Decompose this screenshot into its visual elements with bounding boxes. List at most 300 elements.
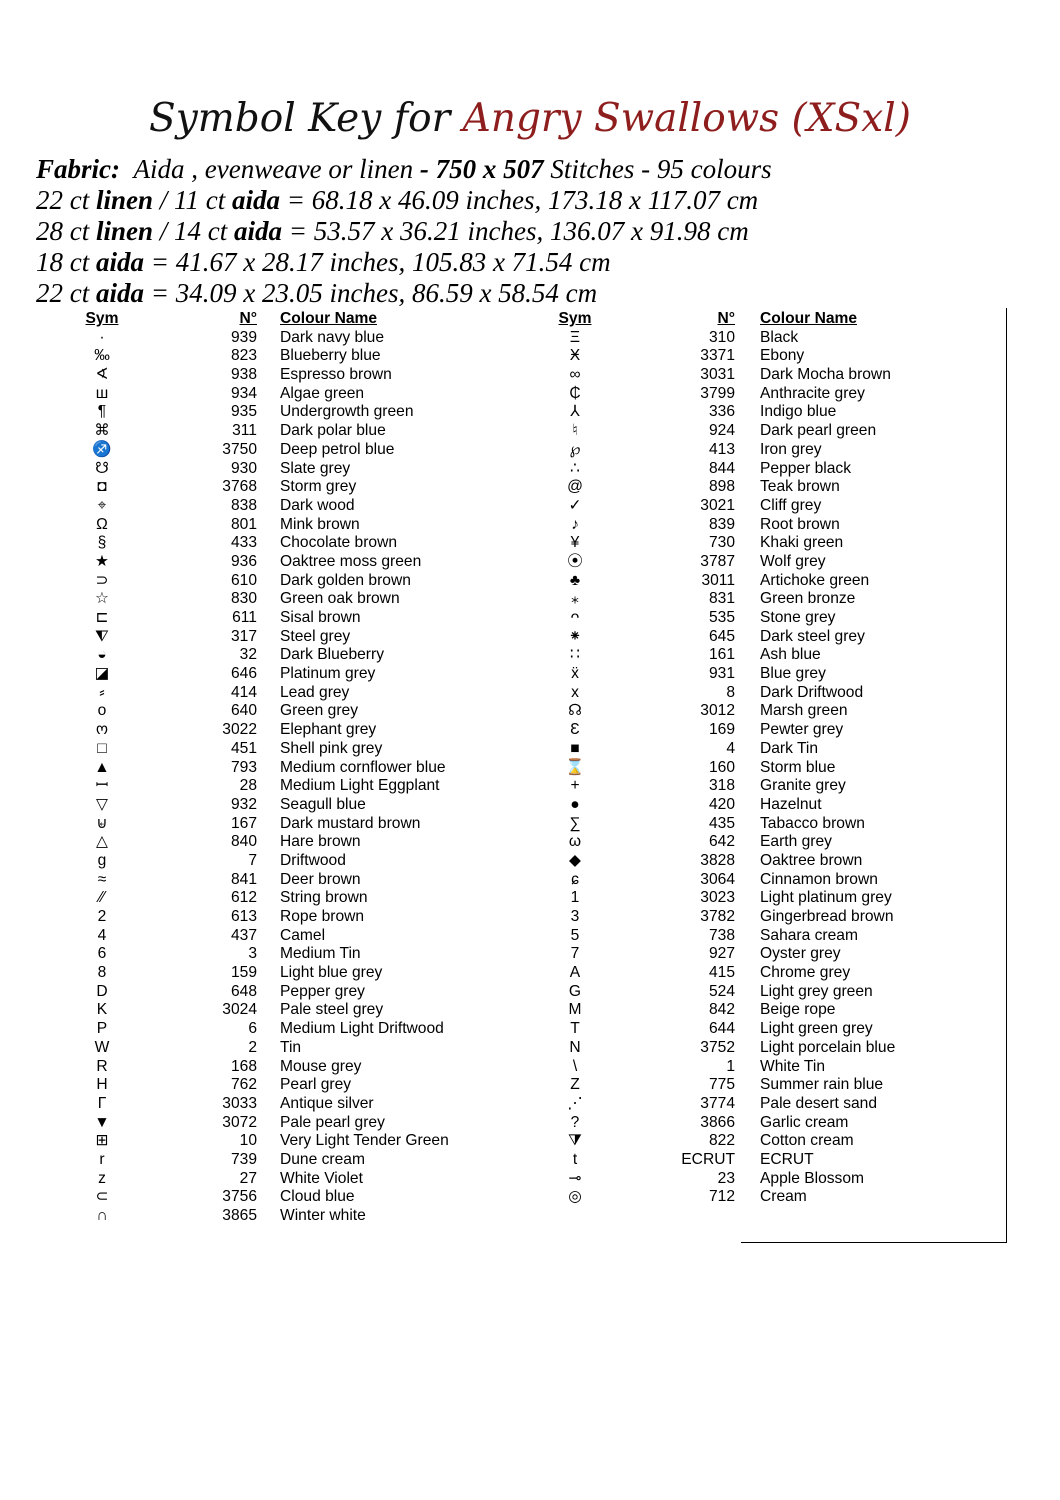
number-cell: 831: [708, 590, 735, 608]
symbol-cell: ẍ: [571, 665, 579, 683]
table-row: [72, 441, 492, 460]
number-cell: 3: [248, 945, 257, 963]
symbol-cell: ⧨: [95, 627, 109, 645]
fabric-types: Aida , evenweave or linen: [133, 154, 414, 184]
header-number: N°: [717, 310, 735, 327]
number-cell: 645: [708, 627, 735, 645]
table-row: [545, 1039, 1005, 1058]
symbol-cell: @: [567, 478, 583, 496]
table-row: [72, 1020, 492, 1039]
colour-name-cell: Ebony: [760, 347, 805, 365]
colour-name-cell: Dark Driftwood: [760, 683, 864, 701]
table-row: [72, 1001, 492, 1020]
colour-name-cell: Oyster grey: [760, 945, 841, 963]
number-cell: 3787: [700, 552, 735, 570]
table-row: [545, 759, 1005, 778]
symbol-cell: 6: [97, 945, 107, 963]
table-row: [72, 1095, 492, 1114]
table-row: [545, 721, 1005, 740]
table-row: [72, 497, 492, 516]
colour-name-cell: Cotton cream: [760, 1132, 854, 1150]
table-row: [545, 983, 1005, 1002]
number-cell: 7: [248, 851, 257, 869]
colour-name-cell: Marsh green: [760, 702, 848, 720]
symbol-cell: 3: [570, 908, 580, 925]
number-cell: 535: [708, 609, 735, 626]
table-row: [545, 1076, 1005, 1095]
table-row: [72, 646, 492, 665]
number-cell: 640: [230, 702, 257, 720]
colour-name-cell: Cloud blue: [280, 1188, 355, 1206]
number-cell: 646: [230, 665, 257, 683]
symbol-cell: ꟷ: [95, 777, 109, 795]
pattern-name: Angry Swallows (XSxl): [462, 96, 911, 141]
symbol-cell: Ξ: [569, 328, 581, 346]
symbol-cell: ∑: [569, 814, 581, 832]
table-row: [545, 609, 1005, 628]
number-cell: ECRUT: [681, 1150, 735, 1168]
colour-name-cell: Storm blue: [760, 758, 836, 776]
table-row: [545, 1095, 1005, 1114]
number-cell: 336: [708, 403, 735, 421]
colour-name-cell: Camel: [280, 926, 326, 944]
colour-name-cell: Apple Blossom: [760, 1169, 865, 1187]
size-measure: = 34.09 x 23.05 inches, 86.59 x 58.54 cm: [144, 278, 598, 308]
symbol-cell: ◪: [94, 665, 110, 683]
symbol-cell: ▲: [94, 758, 110, 776]
key-table-left: [72, 310, 492, 1226]
symbol-cell: ⊏: [95, 609, 109, 626]
number-cell: 930: [230, 459, 257, 477]
table-row: [72, 852, 492, 871]
symbol-cell: ⌖: [97, 496, 107, 514]
table-row: [72, 927, 492, 946]
table-row: [545, 385, 1005, 404]
table-row: [545, 572, 1005, 591]
number-cell: 6: [248, 1020, 257, 1038]
symbol-cell: Z: [570, 1076, 580, 1094]
table-header: [545, 310, 1005, 329]
symbol-cell: ☋: [95, 459, 109, 477]
symbol-cell: ∞: [569, 366, 581, 384]
symbol-cell: ●: [570, 795, 580, 813]
table-row: [545, 945, 1005, 964]
colour-name-cell: Medium Light Driftwood: [280, 1020, 444, 1038]
table-row: [545, 684, 1005, 703]
symbol-cell: ⊸: [568, 1169, 582, 1187]
symbol-cell: ɕ: [571, 870, 579, 888]
number-cell: 159: [230, 964, 257, 982]
table-row: [545, 347, 1005, 366]
symbol-cell: \: [572, 1057, 578, 1075]
symbol-cell: ⅄: [570, 403, 580, 421]
table-row: [72, 777, 492, 796]
table-row: [545, 927, 1005, 946]
colour-name-cell: Slate grey: [280, 459, 351, 477]
size-fabric: aida: [234, 216, 283, 246]
number-cell: 435: [708, 814, 735, 832]
colour-name-cell: Winter white: [280, 1207, 366, 1224]
number-cell: 3768: [222, 478, 257, 496]
number-cell: 3774: [700, 1094, 735, 1112]
table-row: [545, 460, 1005, 479]
number-cell: 932: [230, 795, 257, 813]
symbol-cell: R: [96, 1057, 108, 1075]
size-line: [36, 247, 1036, 278]
symbol-cell: t: [572, 1150, 578, 1168]
colour-name-cell: White Violet: [280, 1169, 363, 1187]
table-row: [545, 441, 1005, 460]
table-row: [72, 1170, 492, 1189]
colour-name-cell: Medium Light Eggplant: [280, 777, 440, 795]
symbol-cell: 8: [97, 964, 107, 982]
symbol-cell: ✓: [568, 496, 582, 514]
number-cell: 32: [239, 646, 257, 664]
symbol-cell: x: [571, 683, 579, 701]
header-sym: Sym: [558, 310, 592, 327]
colour-name-cell: Tin: [280, 1038, 302, 1056]
table-row: [545, 740, 1005, 759]
number-cell: 27: [239, 1169, 257, 1187]
symbol-cell: M: [568, 1001, 582, 1019]
table-row: [545, 1058, 1005, 1077]
colour-name-cell: Blue grey: [760, 665, 826, 683]
symbol-cell: □: [97, 739, 107, 757]
table-body: [545, 329, 1005, 1207]
symbol-cell: ?: [570, 1113, 580, 1131]
colour-name-cell: Deep petrol blue: [280, 440, 395, 458]
table-row: [72, 665, 492, 684]
symbol-cell: r: [99, 1150, 105, 1168]
number-cell: 613: [230, 908, 257, 925]
symbol-cell: ☊: [568, 702, 582, 720]
table-row: [545, 646, 1005, 665]
number-cell: 310: [708, 328, 735, 346]
table-row: [545, 665, 1005, 684]
symbol-cell: ℘: [569, 440, 581, 458]
symbol-cell: ⊞: [95, 1132, 109, 1150]
size-fabric: aida: [96, 278, 145, 308]
fabric-label: Fabric:: [36, 154, 120, 184]
number-cell: 738: [708, 926, 735, 944]
symbol-cell: K: [96, 1001, 108, 1019]
table-row: [72, 1114, 492, 1133]
symbol-cell: ⊌: [96, 814, 108, 832]
number-cell: 414: [230, 683, 257, 701]
symbol-cell: ⁎: [571, 590, 579, 608]
symbol-cell: Ɛ: [570, 721, 580, 739]
symbol-cell: ◎: [568, 1188, 582, 1206]
colour-name-cell: Light grey green: [760, 982, 873, 1000]
table-row: [545, 1020, 1005, 1039]
symbol-cell: ⸗: [99, 683, 105, 701]
number-cell: 823: [230, 347, 257, 365]
number-cell: 898: [708, 478, 735, 496]
colour-name-cell: Artichoke green: [760, 571, 870, 589]
size-fabric: linen: [96, 216, 154, 246]
table-row: [72, 553, 492, 572]
colour-name-cell: Light green grey: [760, 1020, 873, 1038]
colour-name-cell: Rope brown: [280, 908, 365, 925]
table-border-right: [1006, 308, 1007, 1243]
colour-name-cell: Dark polar blue: [280, 422, 386, 440]
symbol-cell: ₵: [569, 384, 581, 402]
number-cell: 644: [708, 1020, 735, 1038]
size-line: [36, 185, 1036, 216]
colour-name-cell: Stone grey: [760, 609, 836, 626]
number-cell: 3371: [700, 347, 735, 365]
colour-name-cell: Very Light Tender Green: [280, 1132, 449, 1150]
number-cell: 712: [708, 1188, 735, 1206]
size-fabric: linen: [96, 185, 154, 215]
size-fabric: aida: [96, 247, 145, 277]
number-cell: 842: [708, 1001, 735, 1019]
table-body: [72, 329, 492, 1226]
colour-name-cell: Undergrowth green: [280, 403, 414, 421]
symbol-cell: W: [94, 1038, 110, 1056]
colour-name-cell: Dark wood: [280, 496, 355, 514]
colour-name-cell: Pearl grey: [280, 1076, 352, 1094]
table-row: [545, 852, 1005, 871]
symbol-cell: 7: [570, 945, 580, 963]
symbol-cell: ♪: [571, 515, 579, 533]
colour-name-cell: Gingerbread brown: [760, 908, 894, 925]
number-cell: 524: [708, 982, 735, 1000]
table-row: [72, 460, 492, 479]
number-cell: 3011: [701, 571, 735, 589]
colour-name-cell: Dark pearl green: [760, 422, 877, 440]
table-row: [72, 983, 492, 1002]
number-cell: 611: [232, 609, 257, 626]
number-cell: 437: [230, 926, 257, 944]
number-cell: 793: [230, 758, 257, 776]
symbol-cell: +: [570, 777, 580, 795]
stitch-dimensions: 750 x 507: [435, 154, 544, 184]
symbol-cell: Ω: [96, 515, 108, 533]
number-cell: 934: [230, 384, 257, 402]
number-cell: 939: [230, 328, 257, 346]
colour-name-cell: Storm grey: [280, 478, 357, 496]
table-row: [545, 516, 1005, 535]
colour-name-cell: Iron grey: [760, 440, 822, 458]
colour-name-cell: Wolf grey: [760, 552, 826, 570]
number-cell: 775: [708, 1076, 735, 1094]
colour-name-cell: Elephant grey: [280, 721, 377, 739]
page-title: [0, 96, 1060, 156]
symbol-cell: N: [569, 1038, 581, 1056]
colour-name-cell: Earth grey: [760, 833, 832, 851]
colour-name-cell: Chrome grey: [760, 964, 851, 982]
fabric-dash: -: [413, 154, 436, 184]
symbol-cell: H: [96, 1076, 108, 1094]
table-row: [545, 889, 1005, 908]
symbol-cell: 4: [97, 926, 107, 944]
colour-name-cell: Mink brown: [280, 515, 360, 533]
colour-name-cell: Cliff grey: [760, 496, 822, 514]
number-cell: 3024: [222, 1001, 257, 1019]
colour-name-cell: Deer brown: [280, 870, 361, 888]
number-cell: 23: [717, 1169, 735, 1187]
size-count: 28 ct: [36, 216, 96, 246]
number-cell: 938: [230, 366, 257, 384]
number-cell: 838: [230, 496, 257, 514]
size-separator: / 11 ct: [153, 185, 233, 215]
symbol-cell: g: [97, 851, 107, 869]
colour-name-cell: Dune cream: [280, 1150, 365, 1168]
table-row: [545, 628, 1005, 647]
colour-name-cell: Pepper grey: [280, 982, 365, 1000]
symbol-cell: Ӿ: [569, 347, 581, 365]
colour-name-cell: Cinnamon brown: [760, 870, 878, 888]
colour-name-cell: Beige rope: [760, 1001, 836, 1019]
title-prefix: Symbol Key for: [149, 96, 463, 141]
colour-name-cell: Dark Mocha brown: [760, 366, 891, 384]
colour-name-cell: Light platinum grey: [760, 889, 892, 907]
colour-name-cell: Sahara cream: [760, 926, 858, 944]
table-row: [545, 422, 1005, 441]
symbol-cell: ▽: [96, 795, 108, 813]
colour-name-cell: Chocolate brown: [280, 534, 398, 552]
number-cell: 3752: [700, 1038, 735, 1056]
symbol-cell: ♐: [92, 440, 112, 458]
symbol-cell: ⋰: [567, 1094, 583, 1112]
colour-name-cell: Dark Tin: [760, 739, 819, 757]
number-cell: 3012: [700, 702, 735, 720]
colour-name-cell: Cream: [760, 1188, 807, 1206]
table-row: [545, 329, 1005, 348]
colour-name-cell: ECRUT: [760, 1150, 814, 1168]
table-row: [72, 908, 492, 927]
size-count: 18 ct: [36, 247, 96, 277]
colour-name-cell: White Tin: [760, 1057, 825, 1075]
table-row: [545, 1170, 1005, 1189]
symbol-cell: ⊂: [95, 1188, 109, 1206]
colour-name-cell: Dark steel grey: [760, 627, 865, 645]
header-colour-name: Colour Name: [760, 310, 858, 327]
table-row: [72, 1207, 492, 1226]
colour-name-cell: Pale steel grey: [280, 1001, 384, 1019]
number-cell: 2: [248, 1038, 257, 1056]
colour-name-cell: Sisal brown: [280, 609, 361, 626]
table-row: [72, 1058, 492, 1077]
colour-name-cell: Hare brown: [280, 833, 361, 851]
number-cell: 936: [230, 552, 257, 570]
colour-name-cell: Pewter grey: [760, 721, 844, 739]
table-row: [545, 871, 1005, 890]
colour-name-cell: Indigo blue: [760, 403, 837, 421]
table-row: [72, 1132, 492, 1151]
table-row: [72, 347, 492, 366]
colour-name-cell: Tabacco brown: [760, 814, 865, 832]
size-fabric: aida: [232, 185, 281, 215]
number-cell: 927: [708, 945, 735, 963]
size-measure: = 53.57 x 36.21 inches, 136.07 x 91.98 cm: [282, 216, 749, 246]
colour-name-cell: Dark Blueberry: [280, 646, 384, 664]
symbol-cell: ■: [570, 739, 580, 757]
symbol-cell: ᴖ: [570, 609, 580, 626]
number-cell: 3750: [222, 440, 257, 458]
number-cell: 3865: [222, 1207, 257, 1224]
symbol-cell: §: [97, 534, 107, 552]
colour-name-cell: Khaki green: [760, 534, 844, 552]
colour-name-cell: Dark mustard brown: [280, 814, 421, 832]
symbol-cell: ⁕: [568, 627, 582, 645]
table-row: [72, 590, 492, 609]
table-row: [545, 1188, 1005, 1207]
table-row: [545, 1151, 1005, 1170]
colour-name-cell: Light porcelain blue: [760, 1038, 896, 1056]
table-row: [545, 964, 1005, 983]
colour-name-cell: Driftwood: [280, 851, 346, 869]
number-cell: 1: [726, 1057, 735, 1075]
number-cell: 924: [708, 422, 735, 440]
number-cell: 3023: [700, 889, 735, 907]
symbol-cell: ⧩: [568, 1132, 582, 1150]
number-cell: 3064: [700, 870, 735, 888]
symbol-cell: ∩: [96, 1207, 108, 1224]
table-row: [72, 702, 492, 721]
symbol-cell: ☆: [95, 590, 109, 608]
colour-name-cell: Oaktree moss green: [280, 552, 422, 570]
number-cell: 839: [708, 515, 735, 533]
symbol-cell: △: [96, 833, 108, 851]
table-row: [545, 534, 1005, 553]
number-cell: 169: [708, 721, 735, 739]
colour-name-cell: Light blue grey: [280, 964, 383, 982]
table-row: [545, 366, 1005, 385]
colour-name-cell: Green grey: [280, 702, 359, 720]
number-cell: 415: [708, 964, 735, 982]
colour-name-cell: Antique silver: [280, 1094, 374, 1112]
table-row: [72, 534, 492, 553]
table-row: [72, 889, 492, 908]
colour-name-cell: Oaktree brown: [760, 851, 863, 869]
symbol-cell: ⌘: [94, 422, 110, 440]
table-row: [72, 796, 492, 815]
symbol-cell: o: [97, 702, 107, 720]
key-table-right: [545, 310, 1005, 1207]
colour-name-cell: Dark navy blue: [280, 328, 385, 346]
size-count: 22 ct: [36, 278, 96, 308]
symbol-cell: ⁄⁄: [99, 889, 105, 907]
table-row: [545, 777, 1005, 796]
colour-name-cell: Steel grey: [280, 627, 351, 645]
fabric-info: [36, 154, 1036, 309]
number-cell: 3022: [222, 721, 257, 739]
colour-name-cell: Medium Tin: [280, 945, 361, 963]
symbol-cell: ≈: [97, 870, 107, 888]
table-row: [72, 385, 492, 404]
symbol-cell: ♮: [572, 422, 578, 440]
table-row: [545, 702, 1005, 721]
table-row: [72, 945, 492, 964]
symbol-cell: D: [96, 982, 108, 1000]
number-cell: 840: [230, 833, 257, 851]
table-row: [72, 1151, 492, 1170]
table-row: [72, 815, 492, 834]
table-row: [72, 1188, 492, 1207]
number-cell: 451: [230, 739, 257, 757]
table-row: [545, 1001, 1005, 1020]
table-row: [72, 609, 492, 628]
fabric-line: [36, 154, 1036, 185]
number-cell: 3828: [700, 851, 735, 869]
symbol-cell: ★: [95, 552, 109, 570]
number-cell: 3072: [222, 1113, 257, 1131]
colour-name-cell: Ash blue: [760, 646, 821, 664]
table-row: [545, 833, 1005, 852]
number-cell: 8: [726, 683, 735, 701]
